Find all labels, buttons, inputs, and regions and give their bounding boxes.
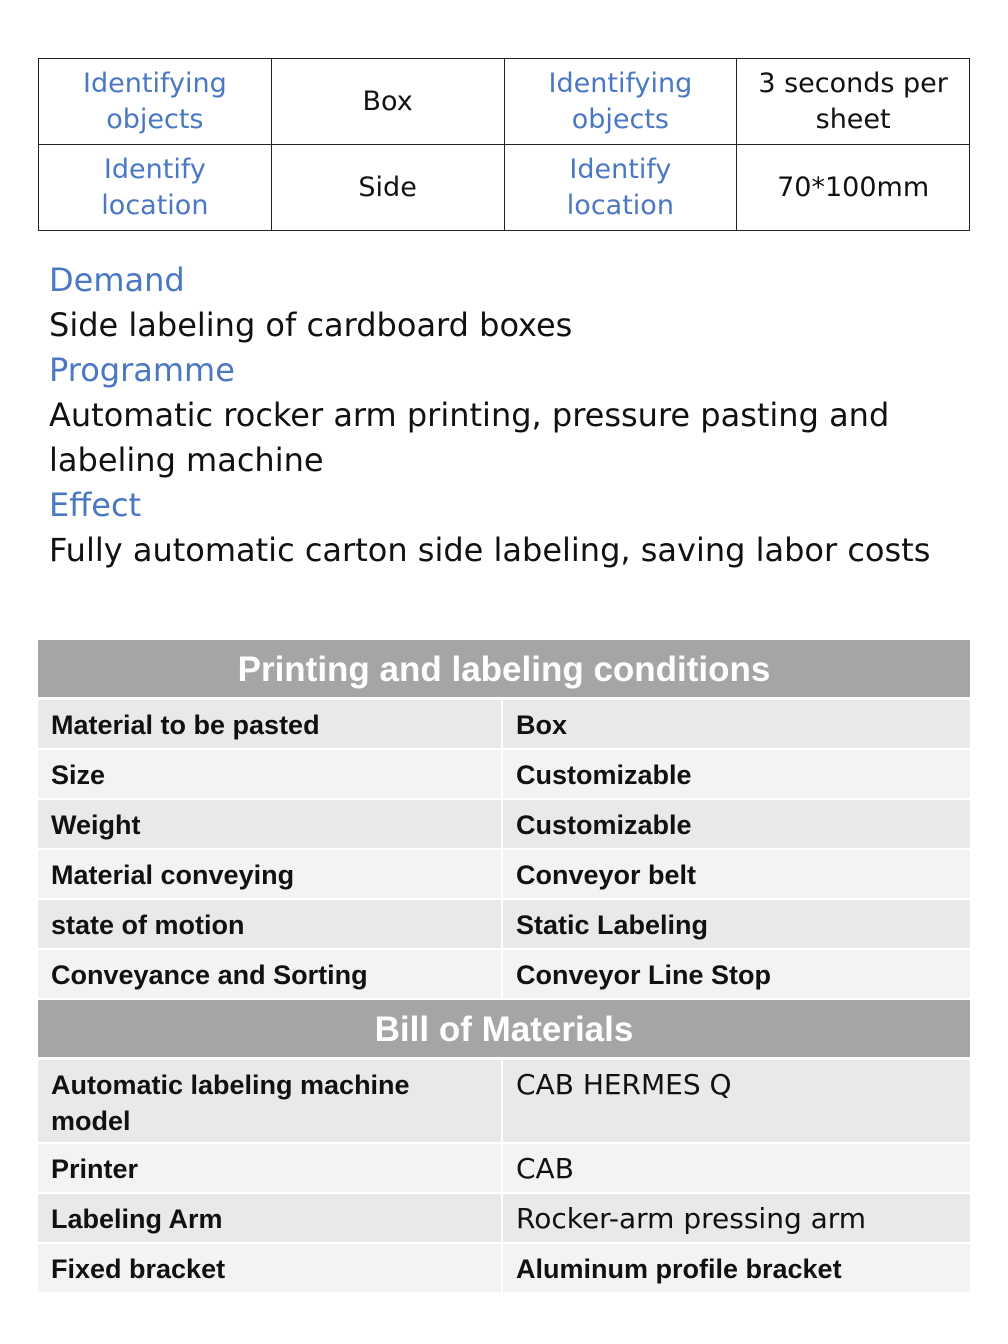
effect-text: Fully automatic carton side labeling, saving labor costs xyxy=(49,531,931,569)
identifying-objects-label: Identifying objects xyxy=(39,59,272,145)
bom-label: Fixed bracket xyxy=(38,1244,503,1292)
condition-label: Material to be pasted xyxy=(38,700,503,748)
condition-label: state of motion xyxy=(38,900,503,948)
label-size-value: 70*100mm xyxy=(737,145,970,231)
condition-label: Weight xyxy=(38,800,503,848)
identifying-objects-value: Box xyxy=(271,59,504,145)
bom-value: Aluminum profile bracket xyxy=(503,1244,970,1292)
condition-value: Conveyor Line Stop xyxy=(503,950,970,998)
speed-value: 3 seconds per sheet xyxy=(737,59,970,145)
conditions-title: Printing and labeling conditions xyxy=(38,640,970,700)
bom-value: Rocker-arm pressing arm xyxy=(503,1194,970,1242)
identify-location-label-2: Identify location xyxy=(504,145,737,231)
table-row xyxy=(38,750,970,800)
demand-text: Side labeling of cardboard boxes xyxy=(49,306,573,344)
table-row xyxy=(39,145,970,231)
identification-table xyxy=(38,58,970,231)
table-row xyxy=(38,800,970,850)
table-row xyxy=(38,1194,970,1244)
table-row xyxy=(38,1060,970,1144)
condition-label: Size xyxy=(38,750,503,798)
bom-label: Labeling Arm xyxy=(38,1194,503,1242)
table-row xyxy=(38,700,970,750)
bom-title: Bill of Materials xyxy=(38,1000,970,1060)
table-row xyxy=(38,900,970,950)
condition-label: Material conveying xyxy=(38,850,503,898)
effect-heading: Effect xyxy=(49,486,142,524)
specification-table xyxy=(38,640,970,1294)
condition-value: Customizable xyxy=(503,800,970,848)
identify-location-value: Side xyxy=(271,145,504,231)
bom-label: Printer xyxy=(38,1144,503,1192)
description-block xyxy=(49,258,969,573)
table-row xyxy=(38,1244,970,1294)
table-row xyxy=(38,950,970,1000)
bom-value: CAB HERMES Q xyxy=(503,1060,970,1142)
programme-text: Automatic rocker arm printing, pressure pasting and labeling machine xyxy=(49,396,890,479)
table-row xyxy=(39,59,970,145)
demand-heading: Demand xyxy=(49,261,185,299)
bom-label: Automatic labeling machine model xyxy=(38,1060,503,1142)
condition-value: Static Labeling xyxy=(503,900,970,948)
condition-value: Box xyxy=(503,700,970,748)
condition-value: Conveyor belt xyxy=(503,850,970,898)
condition-label: Conveyance and Sorting xyxy=(38,950,503,998)
table-row xyxy=(38,850,970,900)
table-row xyxy=(38,1144,970,1194)
identifying-objects-label-2: Identifying objects xyxy=(504,59,737,145)
identify-location-label: Identify location xyxy=(39,145,272,231)
condition-value: Customizable xyxy=(503,750,970,798)
programme-heading: Programme xyxy=(49,351,235,389)
bom-value: CAB xyxy=(503,1144,970,1192)
